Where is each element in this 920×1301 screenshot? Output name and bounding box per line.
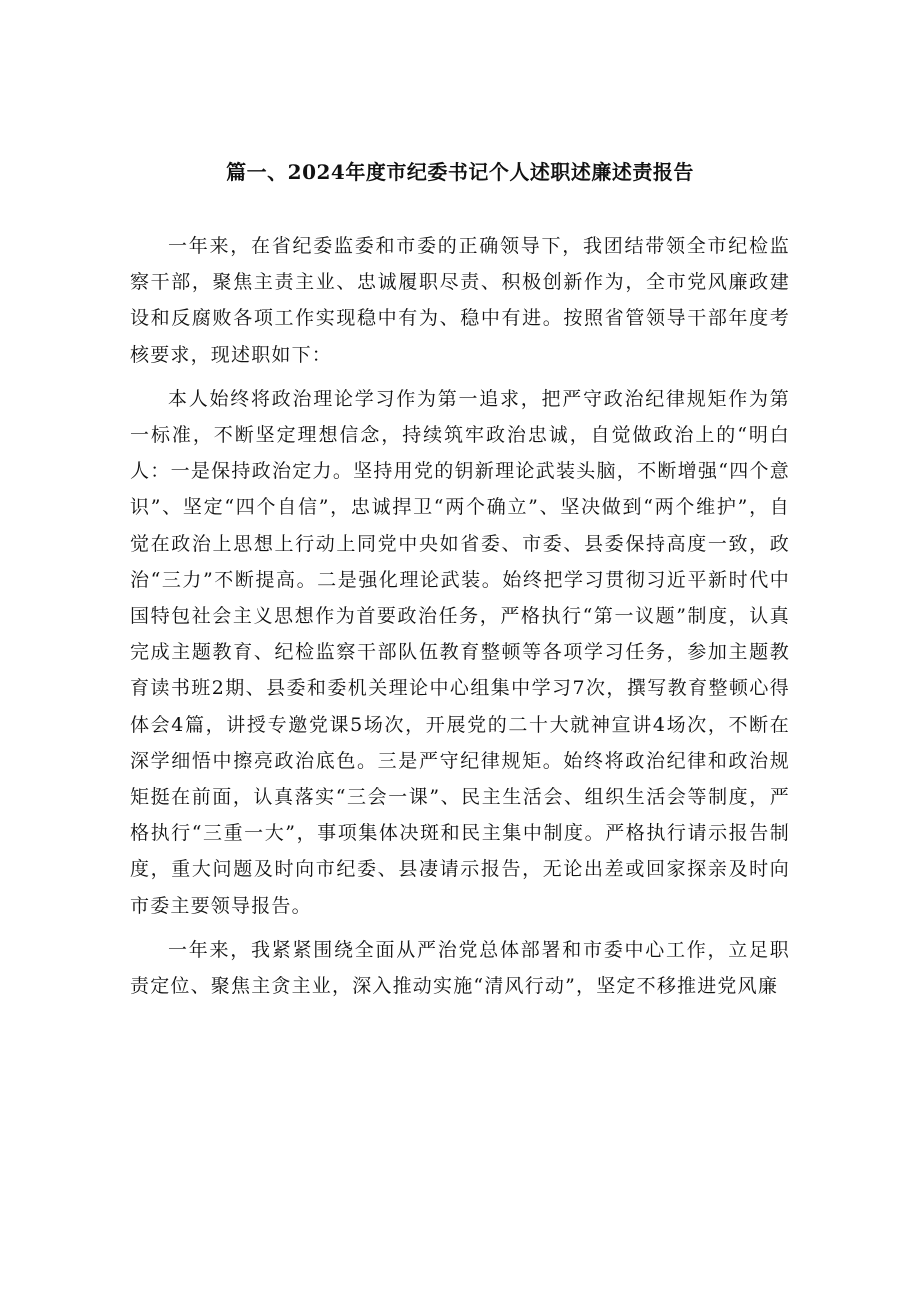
document-body xyxy=(130,228,790,1008)
document-title: 篇一、2024年度市纪委书记个人述职述廉述责报告 xyxy=(226,160,694,184)
paragraph-work-summary: 一年来，我紧紧围绕全面从严治党总体部署和市委中心工作，立足职责定位、聚焦主贪主业，深入推动实施“清风行动”，坚定不移推进党风廉 xyxy=(130,938,790,998)
paragraph-political-study: 本人始终将政治理论学习作为第一追求，把严守政治纪律规矩作为第一标准，不断坚定理想信念，持续筑牢政治忠诚，自觉做政治上的“明白人：一是保持政治定力。坚持用党的钥新理论武装头脑，不断增强“四个意识”、坚定“四个自信”，忠诚捍卫“两个确立”、坚决做到“两个维护”，自觉在政治上思想上行动上同党中央如省委、市委、县委保持高度一致，政治“三力”不断提高。二是强化理论武装。始终把学习贯彻习近平新时代中国特包社会主义思想作为首要政治任务，严格执行“第一议题”制度，认真完成主题教育、纪检监察干部队伍教育整顿等各项学习任务，参加主题教育读书班2期、县委和委机关理论中心组集中学习7次，撰写教育整顿心得体会4篇，讲授专邀党课5场次，开展党的二十大就神宣讲4场次，不断在深学细悟中擦亮政治底色。三是严守纪律规矩。始终将政治纪律和政治规矩挺在前面，认真落实“三会一课”、民主生活会、组织生活会等制度，严格执行“三重一大”，事项集体决斑和民主集中制度。严格执行请示报告制度，重大问题及时向市纪委、县凄请示报告，无论出差或回家探亲及时向市委主要领导报告。 xyxy=(130,387,790,917)
paragraph-intro: 一年来，在省纪委监委和市委的正确领导下，我团结带领全市纪检监察干部，聚焦主责主业、忠诚履职尽责、积极创新作为，全市党风廉政建设和反腐败各项工作实现稳中有为、稳中有进。按照省管领导干部年度考核要求，现述职如下： xyxy=(130,235,790,366)
